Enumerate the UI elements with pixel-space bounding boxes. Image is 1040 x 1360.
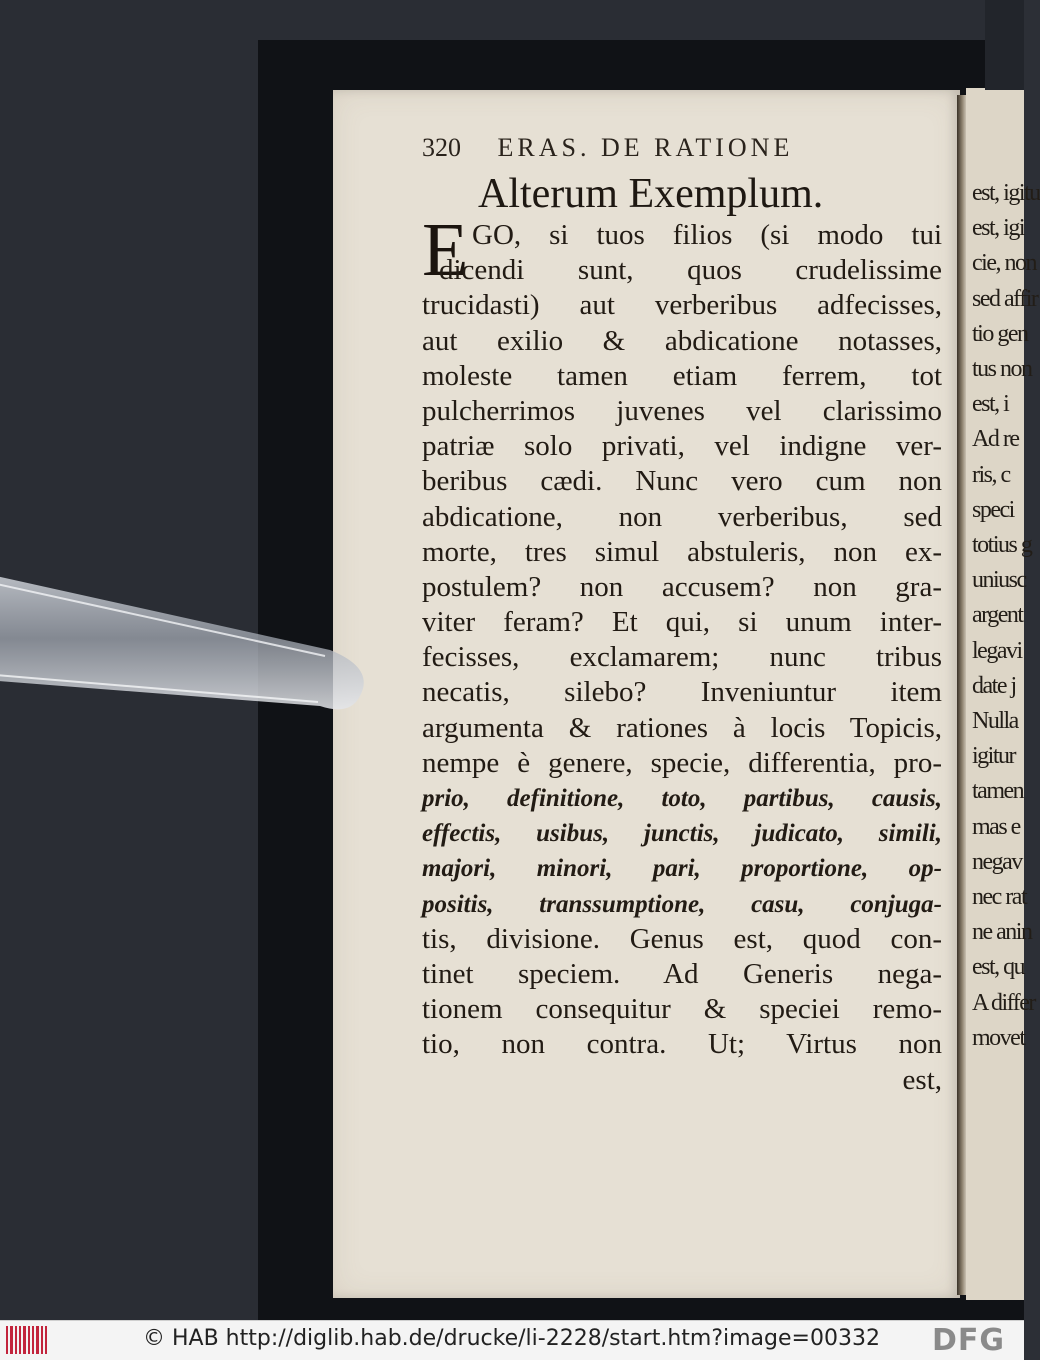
text-line: patriæ solo privati, vel indigne ver- (422, 430, 942, 463)
text-line: abdicatione, non verberibus, sed (422, 500, 942, 533)
scan-corner (985, 0, 1024, 90)
facing-page-fragment: est, i (972, 391, 1009, 418)
text-line: tionem consequitur & speciei remo- (422, 993, 942, 1026)
text-line: beribus cædi. Nunc vero cum non (422, 465, 942, 498)
running-head (422, 133, 942, 173)
facing-page-fragment: Nulla (972, 708, 1018, 734)
facing-page (966, 88, 1040, 1300)
copyright-link[interactable]: © HAB http://diglib.hab.de/drucke/li-2228/start.htm?image=00332 (143, 1326, 880, 1351)
text-line: effectis, usibus, junctis, judicato, simili, (422, 820, 942, 848)
facing-page-fragment: mas e (972, 813, 1020, 840)
text-line: fecisses, exclamarem; nunc tribus (422, 641, 942, 674)
dfg-logo: DFG (932, 1323, 1006, 1358)
section-heading: Alterum Exemplum. (478, 171, 824, 217)
facing-page-fragment: negav (972, 848, 1022, 875)
text-line: tio, non contra. Ut; Virtus non (422, 1028, 942, 1061)
text-line: est, (902, 1063, 942, 1096)
text-line: pulcherrimos juvenes vel clarissimo (422, 394, 942, 427)
running-head-title: ERAS. DE RATIONE (497, 133, 794, 162)
facing-page-fragment: date j (972, 672, 1016, 699)
text-line: GO, si tuos filios (si modo tui (472, 219, 942, 251)
facing-page-fragment: ris, c (972, 461, 1010, 488)
facing-page-fragment: nec rat (972, 884, 1027, 910)
facing-page-fragment: totius g (972, 532, 1032, 558)
facing-page-fragment: est, igitu (972, 180, 1040, 206)
text-line: argumenta & rationes à locis Topicis, (422, 711, 942, 744)
text-line: dicendi sunt, quos crudelissime (439, 254, 942, 287)
facing-page-fragment: legavi (972, 637, 1022, 664)
drop-capital: E (422, 208, 469, 292)
text-line: prio, definitione, toto, partibus, causis, (422, 785, 942, 812)
facing-page-fragment: est, qu (972, 954, 1025, 981)
facing-page-fragment: argent (972, 602, 1023, 629)
text-line: majori, minori, pari, proportione, op- (422, 855, 942, 883)
facing-page-fragment: tio gen (972, 320, 1028, 347)
text-line: viter feram? Et qui, si unum inter- (422, 606, 942, 639)
text-line: postulem? non accusem? non gra- (422, 570, 942, 603)
text-line: nempe è genere, specie, differentia, pro- (422, 746, 942, 779)
page-number: 320 (422, 133, 461, 162)
facing-page-fragment: sed affir (972, 285, 1038, 312)
hab-logo-icon (6, 1326, 48, 1354)
facing-page-fragment: Ad re (972, 426, 1019, 453)
facing-page-fragment: movet (972, 1024, 1025, 1051)
facing-page-fragment: ne anin (972, 919, 1032, 946)
text-line: positis, transsumptione, casu, conjuga- (422, 890, 942, 918)
text-line: tis, divisione. Genus est, quod con- (422, 922, 942, 955)
facing-page-fragment: cie, non (972, 250, 1036, 277)
facing-page-fragment: uniusc (972, 567, 1026, 594)
facing-page-fragment: speci (972, 496, 1014, 523)
text-line: tinet speciem. Ad Generis nega- (422, 957, 942, 990)
facing-page-fragment: tamen (972, 778, 1024, 805)
facing-page-fragment: tus non (972, 356, 1032, 382)
footer-bar (0, 1320, 1024, 1360)
text-line: necatis, silebo? Inveniuntur item (422, 676, 942, 709)
page-holder-spatula (0, 568, 380, 718)
facing-page-fragment: est, igi (972, 215, 1024, 242)
text-line: aut exilio & abdicatione notasses, (422, 324, 942, 357)
facing-page-fragment: igitur (972, 743, 1015, 770)
text-line: trucidasti) aut verberibus adfecisses, (422, 289, 942, 322)
text-line: moleste tamen etiam ferrem, tot (422, 359, 942, 392)
facing-page-fragment: A differ (972, 989, 1035, 1016)
text-line: morte, tres simul abstuleris, non ex- (422, 535, 942, 568)
body-text (422, 208, 942, 1098)
